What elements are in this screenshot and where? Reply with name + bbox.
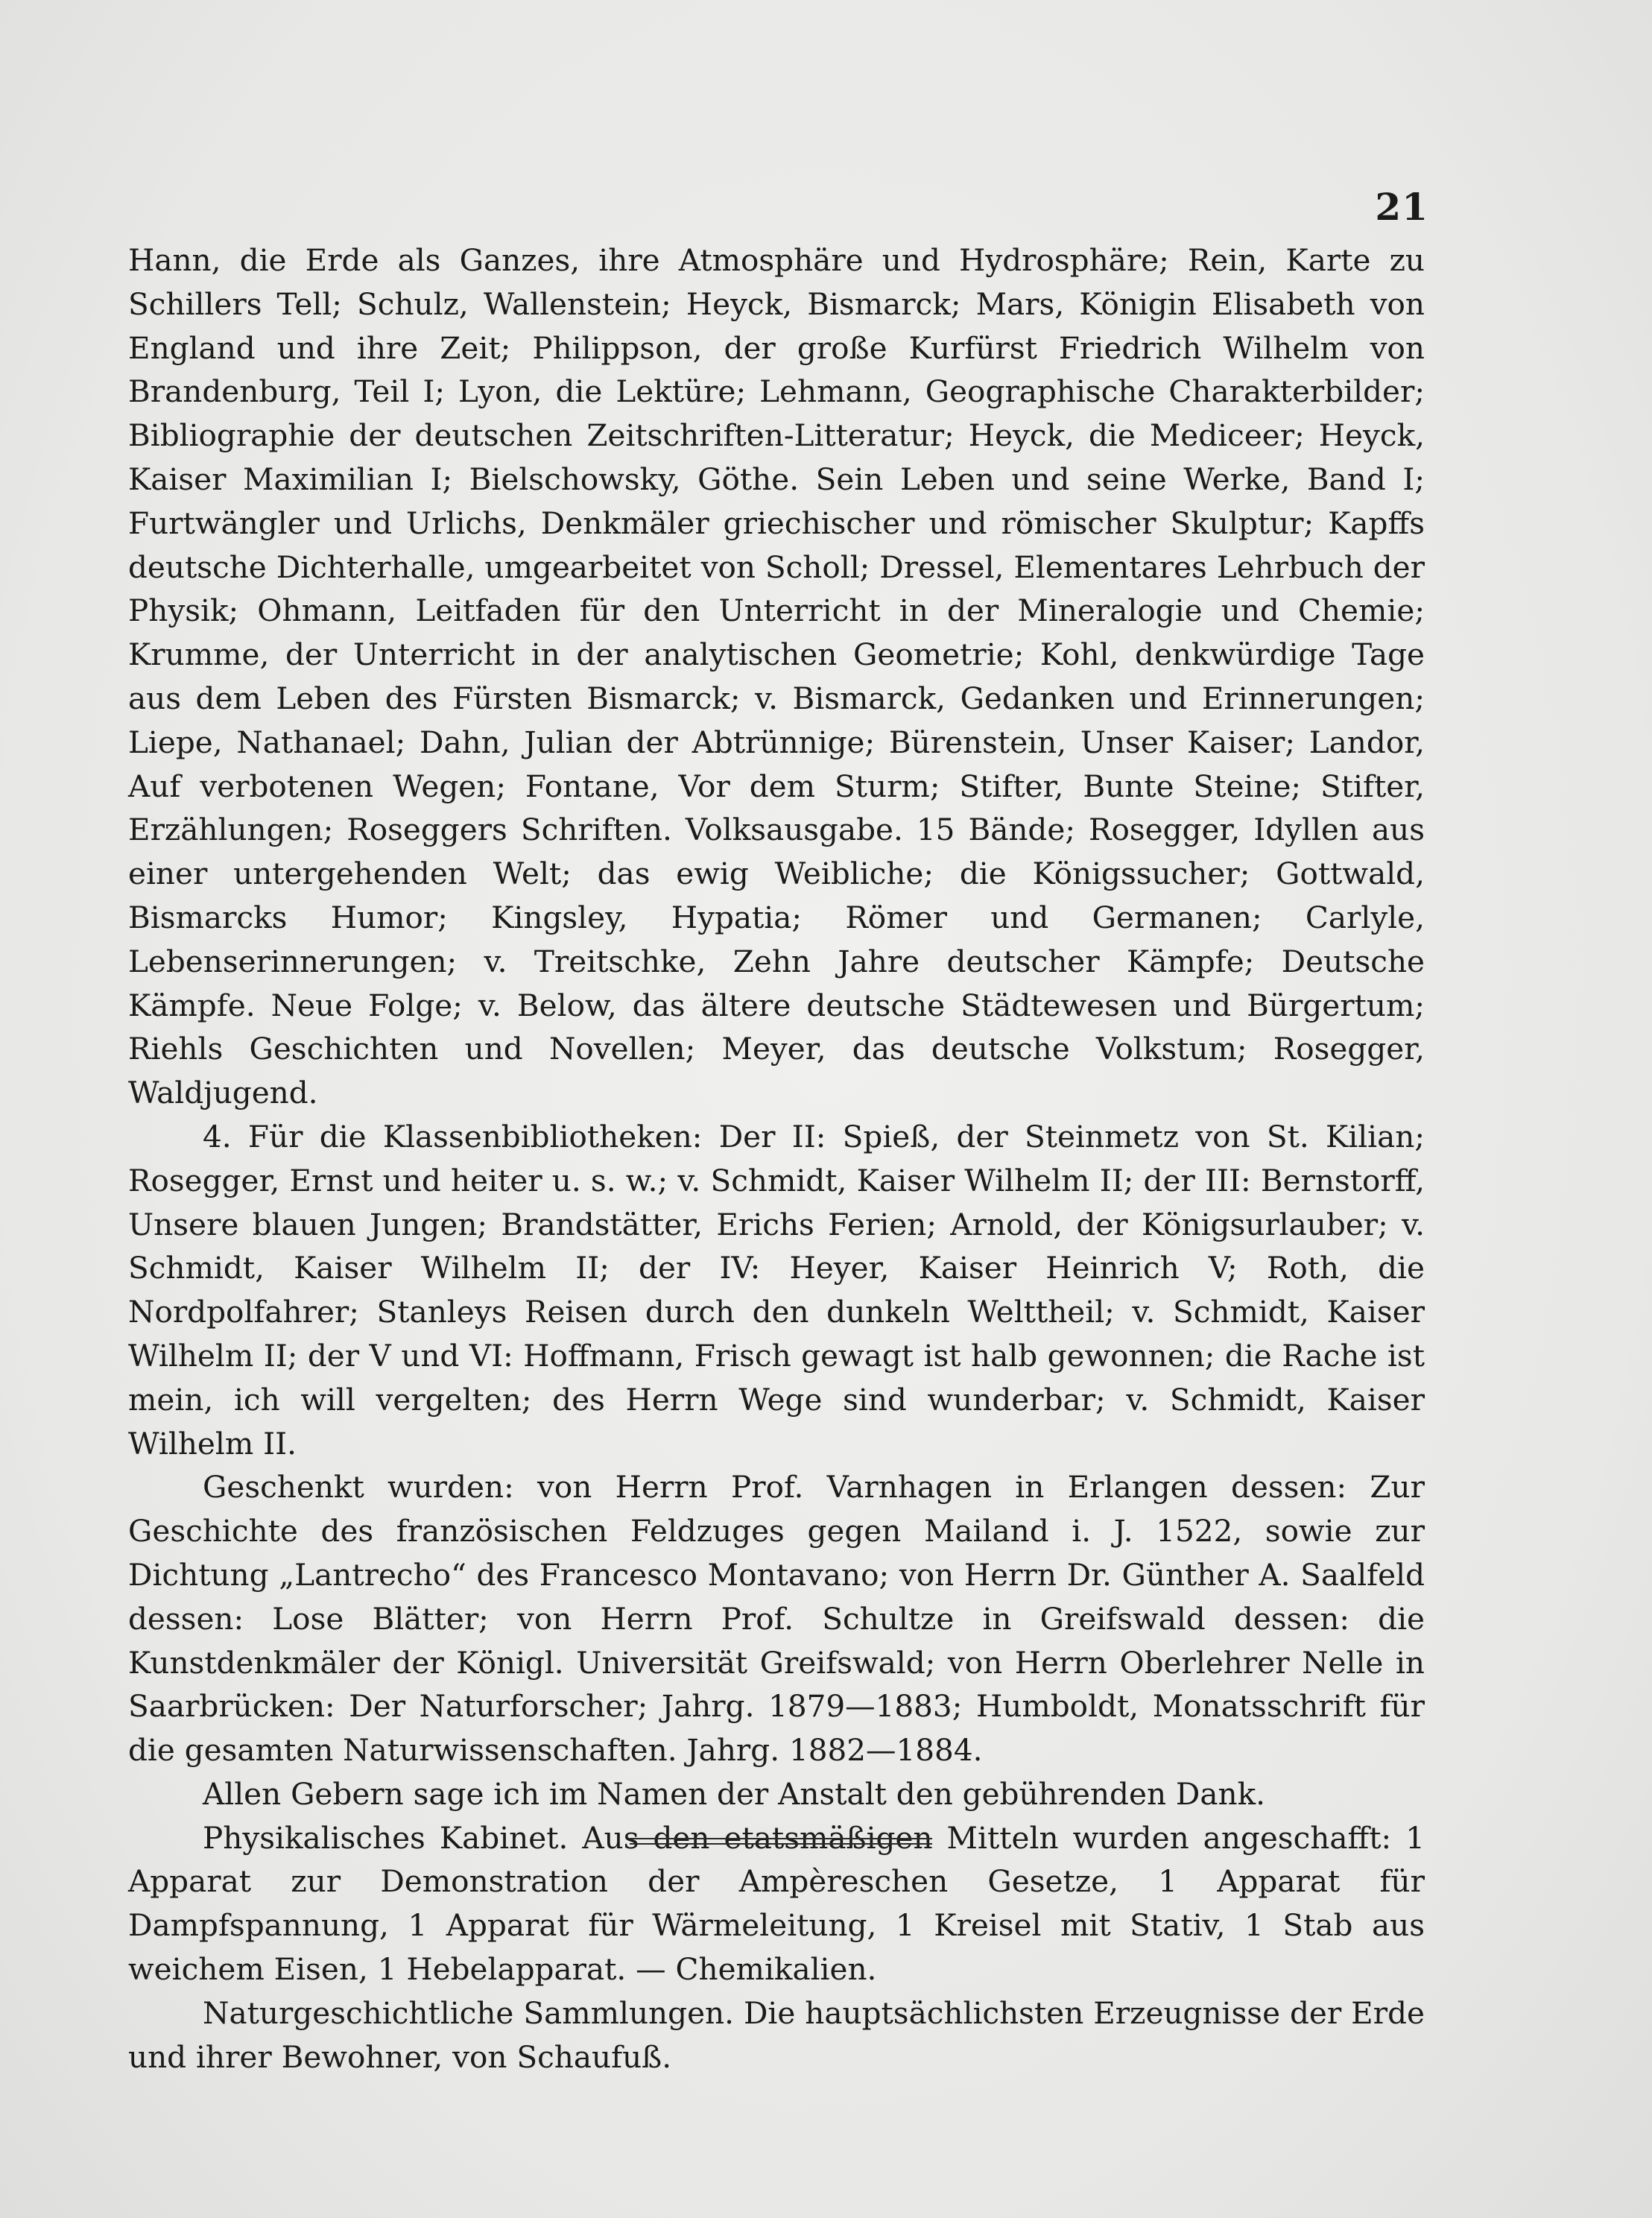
page-number: 21 [1375,185,1428,229]
paragraph-class-libraries: 4. Für die Klassenbibliotheken: Der II: Spieß, der Steinmetz von St. Kilian; Rosegger, Ernst und heiter u. s. w.; v. Schmidt, Kaiser Wilhelm II; der III: Bernstorff, Unsere blauen Jungen; Brandstätter, Erichs Ferien; Arnold, der Königsurlauber; v. Schmidt, Kaiser Wilhelm II; der IV: Heyer, Kaiser Heinrich V; Roth, die Nordpolfahrer; Stanleys Reisen durch den dunkeln Welttheil; v. Schmidt, Kaiser Wilhelm II; der V und VI: Hoffmann, Frisch gewagt ist halb gewonnen; die Rache ist mein, ich will vergelten; des Herrn Wege sind wunderbar; v. Schmidt, Kaiser Wilhelm II. [128,1118,1425,1462]
paragraph-natural-history: Naturgeschichtliche Sammlungen. Die hauptsächlichsten Erzeugnisse der Erde und ihrer Bewohner, von Schaufuß. [128,1994,1425,2075]
closing-rule-top [630,1838,932,1839]
paragraph-physics-cabinet: Physikalisches Kabinet. Aus den etatsmäßigen Mitteln wurden angeschafft: 1 Apparat zur Demonstration der Ampèreschen Gesetze, 1 Apparat für Dampfspannung, 1 Apparat für Wärmeleitung, 1 Kreisel mit Stativ, 1 Stab aus weichem Eisen, 1 Hebelapparat. — Chemikalien. [128,1819,1425,1988]
body-text [128,238,1425,2079]
paragraph-thanks: Allen Gebern sage ich im Namen der Anstalt den gebührenden Dank. [203,1775,1266,1812]
paragraph-donations: Geschenkt wurden: von Herrn Prof. Varnhagen in Erlangen dessen: Zur Geschichte des französischen Feldzuges gegen Mailand i. J. 1522, sowie zur Dichtung „Lantrecho“ des Francesco Montavano; von Herrn Dr. Günther A. Saalfeld dessen: Lose Blätter; von Herrn Prof. Schultze in Greifswald dessen: die Kunstdenkmäler der Königl. Universität Greifswald; von Herrn Oberlehrer Nelle in Saarbrücken: Der Naturforscher; Jahrg. 1879—1883; Humboldt, Monatsschrift für die gesamten Naturwissenschaften. Jahrg. 1882—1884. [128,1469,1425,1769]
paragraph-book-list: Hann, die Erde als Ganzes, ihre Atmosphäre und Hydrosphäre; Rein, Karte zu Schillers Tell; Schulz, Wallenstein; Heyck, Bismarck; Mars, Königin Elisabeth von England und ihre Zeit; Philippson, der große Kurfürst Friedrich Wilhelm von Brandenburg, Teil I; Lyon, die Lektüre; Lehmann, Geographische Charakterbilder; Bibliographie der deutschen Zeitschriften-Litteratur; Heyck, die Mediceer; Heyck, Kaiser Maximilian I; Bielschowsky, Göthe. Sein Leben und seine Werke, Band I; Furtwängler und Urlichs, Denkmäler griechischer und römischer Skulptur; Kapffs deutsche Dichterhalle, umgearbeitet von Scholl; Dressel, Elementares Lehrbuch der Physik; Ohmann, Leitfaden für den Unterricht in der Mineralogie und Chemie; Krumme, der Unterricht in der analytischen Geometrie; Kohl, denkwürdige Tage aus dem Leben des Fürsten Bismarck; v. Bismarck, Gedanken und Erinnerungen; Liepe, Nathanael; Dahn, Julian der Abtrünnige; Bürenstein, Unser Kaiser; Landor, Auf verbotenen Wegen; Fontane, Vor dem Sturm; Stifter, Bunte Steine; Stifter, Erzählungen; Roseggers Schriften. Volksausgabe. 15 Bände; Rosegger, Idyllen aus einer untergehenden Welt; das ewig Weibliche; die Königssucher; Gottwald, Bismarcks Humor; Kingsley, Hypatia; Römer und Germanen; Carlyle, Lebenserinnerungen; v. Treitschke, Zehn Jahre deutscher Kämpfe; Deutsche Kämpfe. Neue Folge; v. Below, das ältere deutsche Städtewesen und Bürgertum; Riehls Geschichten und Novellen; Meyer, das deutsche Volkstum; Rosegger, Waldjugend. [128,242,1425,1111]
closing-rule-bottom [630,1843,932,1845]
